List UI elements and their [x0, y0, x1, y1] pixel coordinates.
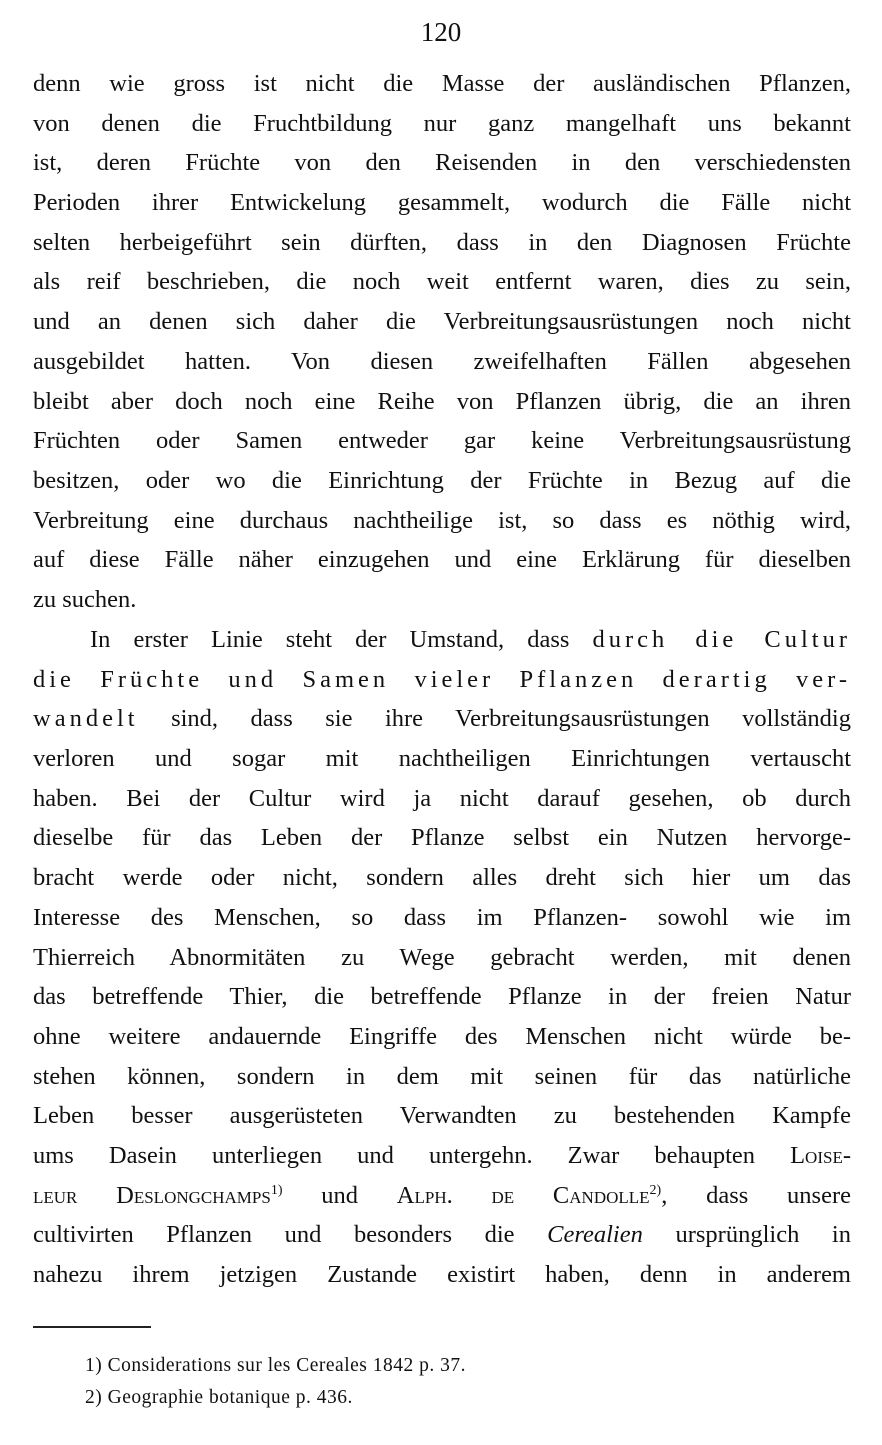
text-line: Leben besser ausgerüsteten Verwandten zu bestehenden Kampfe — [33, 1102, 851, 1130]
text-line: selten herbeigeführt sein dürften, dass in den Diagnosen Früchte — [33, 228, 851, 256]
text-line — [33, 699, 851, 739]
spaced-emphasis-line: die Früchte und Samen vieler Pflanzen derartig ver- — [33, 665, 851, 693]
text-line: Interesse des Menschen, so dass im Pflanzen- sowohl wie im — [33, 903, 851, 931]
footnote-mark: 2) — [85, 1387, 103, 1408]
text-line: ist, deren Früchte von den Reisenden in den verschiedensten — [33, 149, 851, 177]
paragraph-1 — [33, 64, 851, 620]
text-run: ums Dasein unterliegen und untergehn. Zwar behaupten — [33, 1141, 791, 1169]
text-line: denn wie gross ist nicht die Masse der ausländischen Pflanzen, — [33, 70, 851, 97]
text-line — [33, 1176, 851, 1216]
text-line: haben. Bei der Cultur wird ja nicht darauf gesehen, ob durch — [33, 784, 851, 812]
italic-term: Cerealien — [547, 1221, 643, 1249]
footnote-mark: 1) — [85, 1355, 103, 1376]
text-line: ausgebildet hatten. Von diesen zweifelhaften Fällen abgesehen — [33, 347, 851, 375]
text-line: das betreffende Thier, die betreffende Pflanze in der freien Natur — [33, 983, 851, 1011]
text-run: cultivirten Pflanzen und besonders die — [33, 1221, 548, 1249]
text-run: ursprünglich in — [642, 1221, 851, 1249]
author-name: leur Deslongchamps — [33, 1181, 271, 1209]
author-name: Alph. de Candolle — [396, 1181, 650, 1209]
text-line: Thierreich Abnormitäten zu Wege gebracht werden, mit denen — [33, 943, 851, 971]
spaced-emphasis: durch die Cultur — [592, 626, 852, 653]
text-line: Früchten oder Samen entweder gar keine Verbreitungsausrüstung — [33, 427, 851, 455]
text-line: Verbreitung eine durchaus nachtheilige ist, so dass es nöthig wird, — [33, 506, 851, 534]
footnote-text: Geographie botanique p. 436. — [107, 1387, 353, 1408]
text-line — [33, 620, 851, 660]
text-line: verloren und sogar mit nachtheiligen Einrichtungen vertauscht — [33, 745, 851, 773]
text-run: In erster Linie steht der Umstand, dass — [90, 626, 593, 653]
text-line: als reif beschrieben, die noch weit entfernt waren, dies zu sein, — [33, 268, 851, 296]
spaced-emphasis: wandelt — [33, 705, 139, 733]
text-run: sind, dass sie ihre Verbreitungsausrüstungen vollständig — [138, 705, 851, 733]
text-line: und an denen sich daher die Verbreitungsausrüstungen noch nicht — [33, 308, 851, 336]
footnote — [85, 1350, 466, 1382]
author-name: Loise- — [790, 1141, 851, 1169]
footnote-divider — [33, 1326, 151, 1328]
text-line: auf diese Fälle näher einzugehen und eine Erklärung für dieselben — [33, 546, 851, 574]
footnote-text: Considerations sur les Cereales 1842 p. 37. — [107, 1355, 466, 1376]
text-run: , dass unsere — [661, 1181, 851, 1209]
footnote — [85, 1382, 466, 1414]
text-run: und — [282, 1181, 397, 1209]
text-line: ohne weitere andauernde Eingriffe des Menschen nicht würde be- — [33, 1022, 851, 1050]
text-line: stehen können, sondern in dem mit seinen für das natürliche — [33, 1062, 851, 1090]
text-line: bracht werde oder nicht, sondern alles dreht sich hier um das — [33, 864, 851, 892]
page-number: 120 — [420, 17, 462, 47]
text-line: nahezu ihrem jetzigen Zustande existirt haben, denn in anderem — [33, 1261, 851, 1288]
text-line: zu suchen. — [33, 585, 137, 613]
paragraph-2 — [33, 620, 851, 1295]
text-line: dieselbe für das Leben der Pflanze selbst ein Nutzen hervorge- — [33, 824, 851, 852]
text-line: besitzen, oder wo die Einrichtung der Früchte in Bezug auf die — [33, 466, 851, 494]
footnote-ref: 2) — [649, 1182, 662, 1198]
text-line — [33, 1215, 851, 1255]
text-line — [33, 1136, 851, 1176]
text-line: Perioden ihrer Entwickelung gesammelt, wodurch die Fälle nicht — [33, 189, 851, 217]
footnotes — [85, 1350, 466, 1414]
text-line: bleibt aber doch noch eine Reihe von Pflanzen übrig, die an ihren — [33, 387, 851, 415]
footnote-ref: 1) — [270, 1182, 283, 1198]
text-line: von denen die Fruchtbildung nur ganz mangelhaft uns bekannt — [33, 109, 851, 137]
